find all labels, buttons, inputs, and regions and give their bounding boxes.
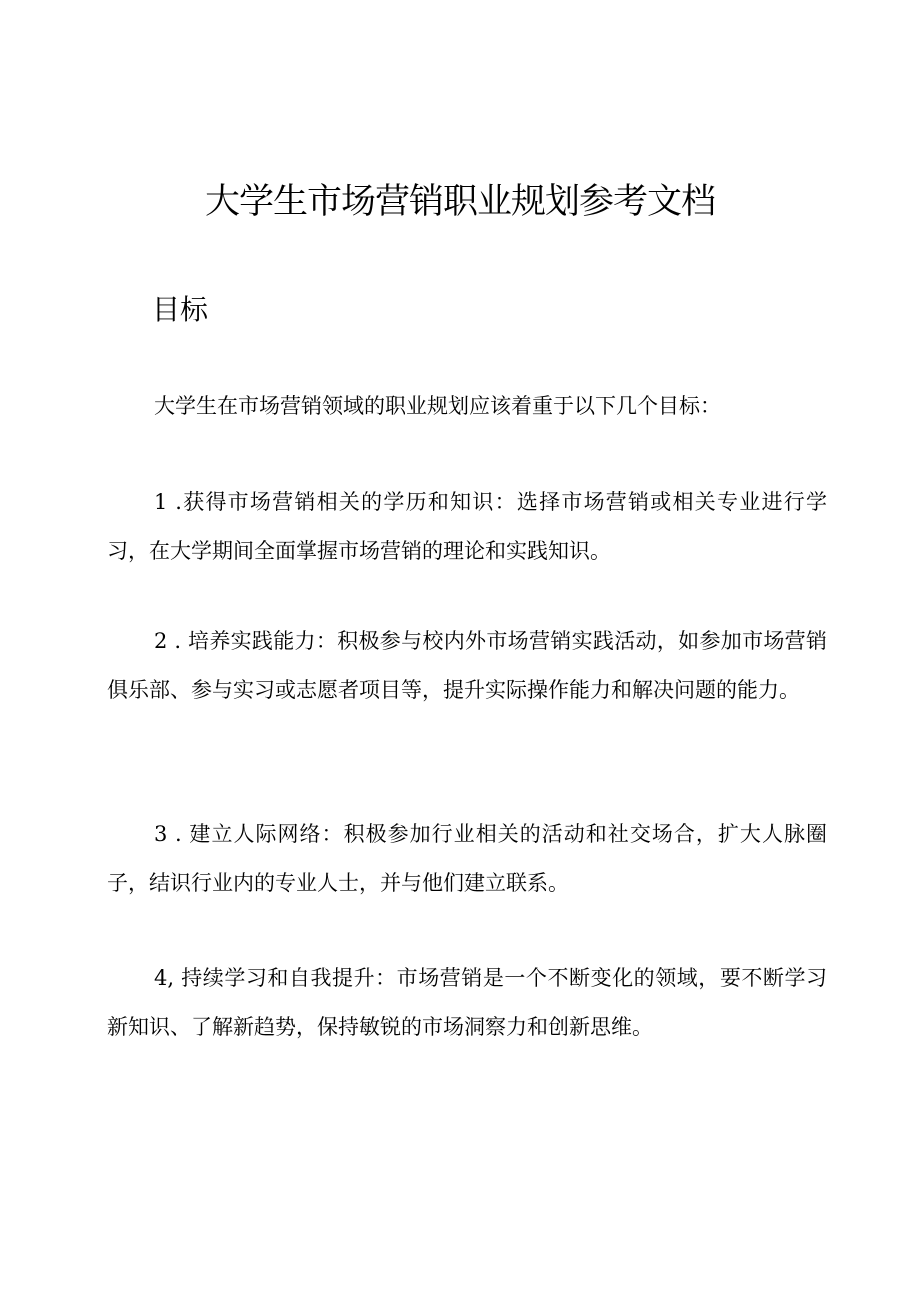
goal-item-4: 4, 持续学习和自我提升：市场营销是一个不断变化的领域，要不断学习新知识、了解新趋势，保持敏锐的市场洞察力和创新思维。 (107, 966, 827, 1039)
section-heading: 目标 (152, 293, 209, 326)
goal-item-1: 1 .获得市场营销相关的学历和知识：选择市场营销或相关专业进行学习，在大学期间全面掌握市场营销的理论和实践知识。 (107, 490, 827, 563)
goal-item-3: 3 . 建立人际网络：积极参加行业相关的活动和社交场合，扩大人脉圈子，结识行业内的专业人士，并与他们建立联系。 (107, 822, 827, 895)
document-title: 大学生市场营销职业规划参考文档 (204, 182, 715, 222)
goal-item-2: 2 . 培养实践能力：积极参与校内外市场营销实践活动，如参加市场营销俱乐部、参与实习或志愿者项目等，提升实际操作能力和解决问题的能力。 (107, 629, 827, 702)
intro-paragraph: 大学生在市场营销领域的职业规划应该着重于以下几个目标： (154, 394, 721, 418)
